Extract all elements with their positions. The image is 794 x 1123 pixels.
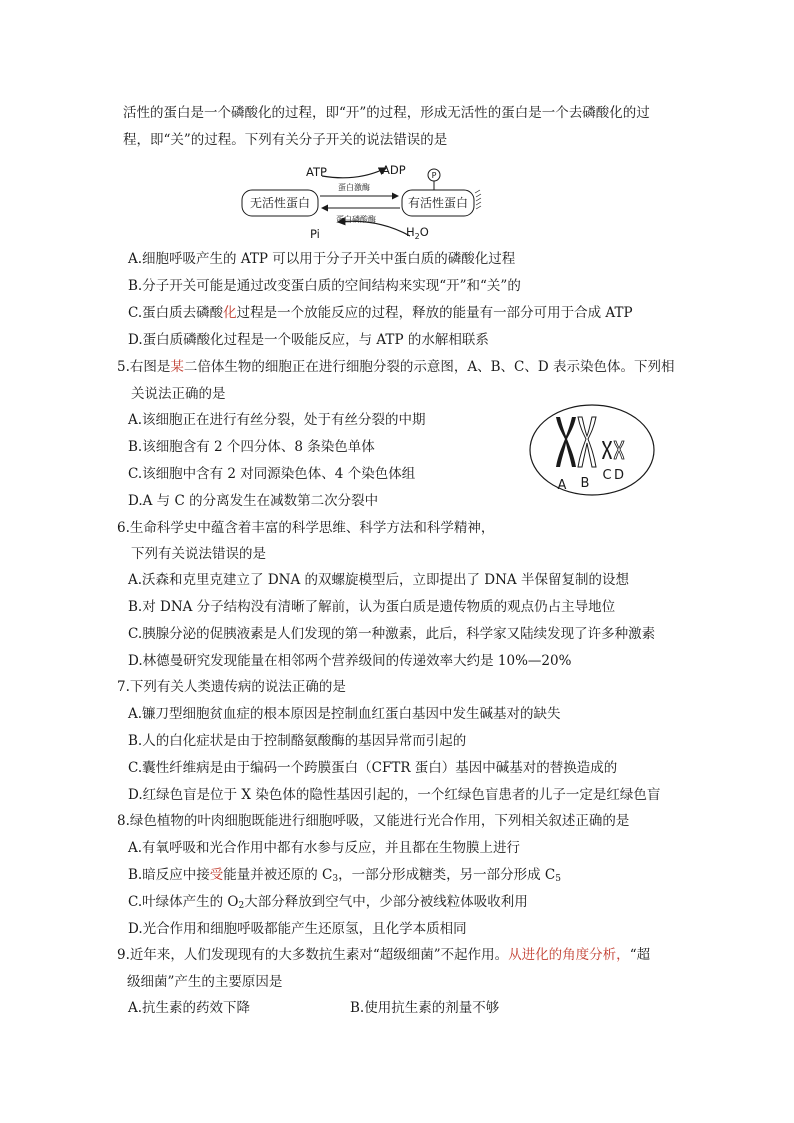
- q5-option-b: B.该细胞含有 2 个四分体、8 条染色单体: [128, 439, 375, 455]
- q6-option-d: D.林德曼研究发现能量在相邻两个营养级间的传递效率大约是 10%—20%: [128, 653, 572, 669]
- q8-stem: 8.绿色植物的叶肉细胞既能进行细胞呼吸，又能进行光合作用，下列相关叙述正确的是: [117, 813, 630, 829]
- q9-option-b: B.使用抗生素的剂量不够: [350, 1000, 500, 1016]
- q9-stem: 9.近年来，人们发现现有的大多数抗生素对“超级细菌”不起作用。从进化的角度分析，“超: [117, 947, 651, 963]
- q6-stem: 6.生命科学史中蕴含着丰富的科学思维、科学方法和科学精神，: [117, 520, 495, 536]
- atp-label: ATP: [306, 165, 327, 179]
- q7-option-c: C.囊性纤维病是由于编码一个跨膜蛋白（CFTR 蛋白）基因中碱基对的替换造成的: [128, 760, 618, 776]
- h2o-label: $H_2O$: [406, 225, 429, 241]
- q4-option-b: B.分子开关可能是通过改变蛋白质的空间结构来实现“开”和“关”的: [128, 278, 521, 294]
- q4-option-a: A.细胞呼吸产生的 ATP 可以用于分子开关中蛋白质的磷酸化过程: [128, 251, 516, 267]
- q8-option-a: A.有氧呼吸和光合作用中都有水参与反应，并且都在生物膜上进行: [128, 840, 521, 856]
- q5-option-d: D.A 与 C 的分离发生在减数第二次分裂中: [128, 493, 379, 509]
- q6-option-a: A.沃森和克里克建立了 DNA 的双螺旋模型后，立即提出了 DNA 半保留复制的设想: [128, 572, 629, 588]
- inactive-protein-label: 无活性蛋白: [249, 196, 311, 210]
- phosphate-symbol: P: [431, 171, 437, 180]
- q8-option-d: D.光合作用和细胞呼吸都能产生还原氢，且化学本质相同: [128, 921, 467, 937]
- q5-option-a: A.该细胞正在进行有丝分裂，处于有丝分裂的中期: [128, 412, 426, 428]
- q9-option-a: A.抗生素的药效下降: [128, 1000, 251, 1016]
- atp-to-adp-arrow: [322, 168, 386, 178]
- adp-label: ADP: [382, 163, 406, 177]
- q5-stem-continued: 关说法正确的是: [131, 386, 226, 402]
- phosphatase-label: 蛋白磷酸酶: [336, 215, 376, 224]
- q8-option-b: B.暗反应中接受能量并被还原的 $C_3$，一部分形成糖类，另一部分形成 $C_5$: [128, 867, 561, 884]
- intro-line-1: 活性的蛋白是一个磷酸化的过程，即“开”的过程，形成无活性的蛋白是一个去磷酸化的过: [123, 105, 650, 121]
- active-protein-label: 有活性蛋白: [407, 196, 469, 210]
- q6-option-c: C.胰腺分泌的促胰液素是人们发现的第一种激素，此后，科学家又陆续发现了许多种激素: [128, 626, 656, 642]
- membrane-hatch-marks: [475, 190, 481, 209]
- chromosome-d-label: D: [613, 468, 625, 483]
- cell-division-figure: [528, 403, 656, 497]
- q7-option-d: D.红绿色盲是位于 X 染色体的隐性基因引起的，一个红绿色盲患者的儿子一定是红绿色盲: [128, 787, 661, 803]
- q4-option-c: C.蛋白质去磷酸化过程是一个放能反应的过程，释放的能量有一部分可用于合成 ATP: [128, 305, 633, 321]
- q6-stem-continued: 下列有关说法错误的是: [131, 546, 266, 562]
- q7-stem: 7.下列有关人类遗传病的说法正确的是: [117, 679, 346, 695]
- q6-option-b: B.对 DNA 分子结构没有清晰了解前，认为蛋白质是遗传物质的观点仍占主导地位: [128, 599, 616, 615]
- q5-stem: 5.右图是某二倍体生物的细胞正在进行细胞分裂的示意图，A、B、C、D 表示染色体。下列相: [117, 359, 675, 375]
- q7-option-a: A.镰刀型细胞贫血症的根本原因是控制血红蛋白基因中发生碱基对的缺失: [128, 706, 561, 722]
- q9-stem-continued: 级细菌”产生的主要原因是: [127, 974, 283, 990]
- molecular-switch-diagram: [238, 160, 498, 244]
- q4-option-d: D.蛋白质磷酸化过程是一个吸能反应，与 ATP 的水解相联系: [128, 332, 489, 348]
- q5-option-c: C.该细胞中含有 2 对同源染色体、4 个染色体组: [128, 466, 416, 482]
- q8-option-c: C.叶绿体产生的 $O_2$大部分释放到空气中，少部分被线粒体吸收利用: [128, 894, 528, 911]
- chromosome-b-label: B: [580, 476, 590, 491]
- pi-label: Pi: [310, 227, 320, 241]
- intro-line-2: 程，即“关”的过程。下列有关分子开关的说法错误的是: [123, 132, 448, 148]
- chromosome-a-label: A: [557, 478, 567, 493]
- chromosome-c-label: C: [602, 468, 612, 483]
- q7-option-b: B.人的白化症状是由于控制酪氨酸酶的基因异常而引起的: [128, 733, 467, 749]
- kinase-label: 蛋白激酶: [338, 183, 370, 192]
